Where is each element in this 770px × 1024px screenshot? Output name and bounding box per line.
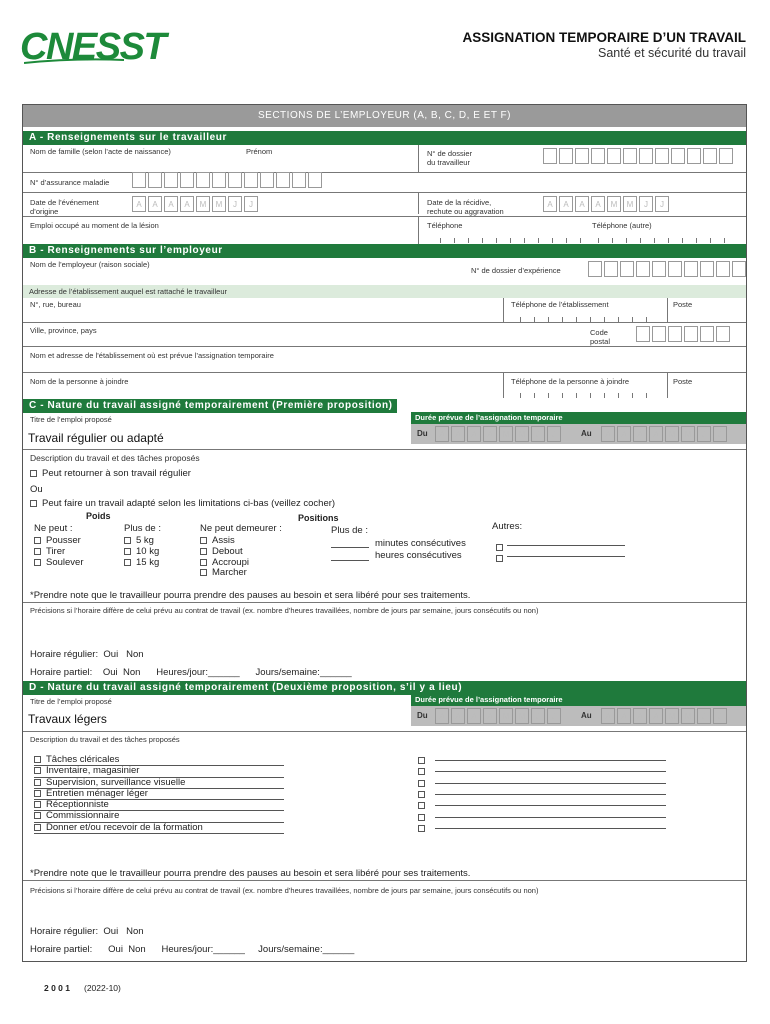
d-other-task[interactable]	[418, 755, 666, 766]
assurance-input[interactable]	[132, 172, 322, 188]
d-task-item[interactable]: Supervision, surveillance visuelle	[34, 778, 284, 789]
joindre-label: Nom de la personne à joindre	[30, 377, 129, 386]
document-subtitle: Santé et sécurité du travail	[598, 46, 746, 60]
poste-joindre-label: Poste	[673, 377, 693, 386]
d-precisions-label: Précisions si l’horaire diffère de celui prévu au contrat de travail (ex. nombre d’heures travaillées, nombre de jours par semaine, jours consécutifs ou non)	[30, 886, 539, 895]
c-minutes-input[interactable]	[331, 547, 369, 548]
c-duree-block	[411, 412, 746, 444]
dossier-travailleur-input[interactable]	[543, 148, 733, 164]
section-b-title: B - Renseignements sur l’employeur	[23, 244, 746, 258]
c-ou-label: Ou	[30, 484, 43, 495]
tel-joindre-input[interactable]	[520, 393, 660, 398]
c-tirer-option[interactable]: Tirer	[34, 546, 65, 557]
d-date-du-input[interactable]: A A A A M M J J	[435, 708, 561, 724]
d-other-task[interactable]	[418, 823, 666, 834]
c-positions-heading: Positions	[298, 513, 339, 523]
c-assis-option[interactable]: Assis	[200, 535, 235, 546]
d-other-task-list	[418, 755, 666, 834]
c-accroupi-option[interactable]: Accroupi	[200, 557, 249, 568]
rue-label: N°, rue, bureau	[30, 300, 81, 309]
c-titre-emploi-label: Titre de l’emploi proposé	[30, 415, 112, 424]
recidive-label-2: rechute ou aggravation	[427, 207, 504, 216]
tel-joindre-label: Téléphone de la personne à joindre	[511, 377, 630, 386]
d-du-label: Du	[417, 711, 428, 720]
recidive-label-1: Date de la récidive,	[427, 198, 492, 207]
c-autres-label: Autres:	[492, 521, 523, 532]
d-horaire-regulier[interactable]: Horaire régulier: Oui Non	[30, 926, 144, 937]
d-titre-emploi-value[interactable]: Travaux légers	[28, 712, 107, 726]
employeur-nom-label: Nom de l’employeur (raison sociale)	[30, 260, 150, 269]
d-task-item[interactable]: Inventaire, magasinier	[34, 766, 284, 777]
c-retour-checkbox[interactable]	[30, 470, 37, 477]
d-duree-label: Durée prévue de l’assignation temporaire	[411, 694, 746, 706]
d-horaire-partiel[interactable]: Horaire partiel: Oui Non Heures/jour:______ Jours/semaine:______	[30, 944, 355, 955]
date-evenement-input[interactable]: A A A A M M J J	[132, 196, 258, 212]
form-code: 2 0 0 1	[44, 983, 70, 993]
c-15kg-option[interactable]: 15 kg	[124, 557, 159, 568]
c-option-adapte[interactable]: Peut faire un travail adapté selon les limitations ci-bas (veillez cocher)	[30, 498, 335, 509]
telephone-input[interactable]	[440, 238, 594, 243]
d-date-au-input[interactable]: A A A A M M J J	[601, 708, 727, 724]
telephone-label: Téléphone	[427, 221, 463, 230]
d-task-item[interactable]: Tâches cléricales	[34, 755, 284, 766]
d-other-task[interactable]	[418, 811, 666, 822]
c-autres-1-input[interactable]	[507, 545, 625, 546]
section-c-title: C - Nature du travail assigné temporairement (Première proposition)	[23, 399, 397, 413]
adresse-band: Adresse de l’établissement auquel est rattaché le travailleur	[23, 285, 746, 298]
section-d-title: D - Nature du travail assigné temporairement (Deuxième proposition, s’il y a lieu)	[23, 681, 746, 695]
d-duree-block	[411, 694, 746, 726]
c-10kg-option[interactable]: 10 kg	[124, 546, 159, 557]
telephone-autre-input[interactable]	[598, 238, 738, 243]
nom-label: Nom de famille (selon l’acte de naissance)	[30, 147, 171, 156]
c-au-label: Au	[581, 429, 592, 438]
c-ne-peut-demeurer-label: Ne peut demeurer :	[200, 523, 282, 534]
dossier-experience-label: N° de dossier d’expérience	[471, 266, 561, 275]
section-a-title: A - Renseignements sur le travailleur	[23, 131, 746, 145]
c-plus-de2-label: Plus de :	[331, 525, 368, 536]
evenement-label-2: d’origine	[30, 207, 59, 216]
d-titre-emploi-label: Titre de l’emploi proposé	[30, 697, 112, 706]
c-autres-2[interactable]	[496, 550, 508, 568]
code-postal-label-1: Code	[590, 328, 608, 337]
prenom-label: Prénom	[246, 147, 273, 156]
c-description-label: Description du travail et des tâches proposés	[30, 453, 200, 463]
c-soulever-option[interactable]: Soulever	[34, 557, 84, 568]
logo-swoosh-icon	[24, 58, 124, 64]
sections-title: SECTIONS DE L’EMPLOYEUR (A, B, C, D, E ET F)	[23, 105, 746, 127]
cnesst-logo: CNESST	[20, 26, 166, 68]
code-postal-input[interactable]	[636, 326, 730, 342]
form-date: (2022-10)	[84, 983, 121, 993]
c-ne-peut-label: Ne peut :	[34, 523, 73, 534]
tel-etab-label: Téléphone de l’établissement	[511, 300, 609, 309]
c-plus-de-label: Plus de :	[124, 523, 161, 534]
c-horaire-regulier[interactable]: Horaire régulier: Oui Non	[30, 649, 144, 660]
d-task-item[interactable]: Donner et/ou recevoir de la formation	[34, 823, 284, 834]
d-description-label: Description du travail et des tâches proposés	[30, 735, 180, 744]
assurance-label: N° d’assurance maladie	[30, 178, 110, 187]
c-poids-heading: Poids	[86, 511, 111, 521]
evenement-label-1: Date de l’événement	[30, 198, 99, 207]
d-task-list	[34, 755, 284, 834]
c-titre-emploi-value[interactable]: Travail régulier ou adapté	[28, 431, 164, 445]
c-adapte-checkbox[interactable]	[30, 500, 37, 507]
c-marcher-option[interactable]: Marcher	[200, 567, 247, 578]
c-option-retour[interactable]: Peut retourner à son travail régulier	[30, 468, 191, 479]
d-task-item[interactable]: Réceptionniste	[34, 800, 284, 811]
emploi-label: Emploi occupé au moment de la lésion	[30, 221, 159, 230]
dossier-label-2: du travailleur	[427, 158, 470, 167]
nom-adresse-label: Nom et adresse de l’établissement où est prévue l’assignation temporaire	[30, 351, 274, 360]
c-date-du-input[interactable]: A A A A M M J J	[435, 426, 561, 442]
c-duree-label: Durée prévue de l’assignation temporaire	[411, 412, 746, 424]
d-au-label: Au	[581, 711, 592, 720]
d-note: *Prendre note que le travailleur pourra prendre des pauses au besoin et sera libéré pour ses traitements.	[30, 868, 471, 879]
c-du-label: Du	[417, 429, 428, 438]
d-other-task[interactable]	[418, 800, 666, 811]
c-heures-label: heures consécutives	[375, 550, 462, 561]
c-pousser-option[interactable]: Pousser	[34, 535, 81, 546]
c-note: *Prendre note que le travailleur pourra prendre des pauses au besoin et sera libéré pour ses traitements.	[30, 590, 471, 601]
c-debout-option[interactable]: Debout	[200, 546, 243, 557]
d-task-item[interactable]: Entretien ménager léger	[34, 789, 284, 800]
poste-label: Poste	[673, 300, 693, 309]
c-precisions-label: Précisions si l’horaire diffère de celui prévu au contrat de travail (ex. nombre d’heures travaillées, nombre de jours par semaine, jours consécutifs ou non)	[30, 606, 539, 615]
d-other-task[interactable]	[418, 789, 666, 800]
dossier-experience-input[interactable]	[588, 261, 746, 277]
d-other-task[interactable]	[418, 778, 666, 789]
c-minutes-label: minutes consécutives	[375, 538, 466, 549]
d-task-item[interactable]: Commissionnaire	[34, 811, 284, 822]
d-other-task[interactable]	[418, 766, 666, 777]
dossier-label-1: N° de dossier	[427, 149, 473, 158]
ville-label: Ville, province, pays	[30, 326, 97, 335]
c-5kg-option[interactable]: 5 kg	[124, 535, 154, 546]
c-date-au-input[interactable]: A A A A M M J J	[601, 426, 727, 442]
document-title: ASSIGNATION TEMPORAIRE D’UN TRAVAIL	[462, 30, 746, 45]
c-autres-2-input[interactable]	[507, 556, 625, 557]
telephone-autre-label: Téléphone (autre)	[592, 221, 652, 230]
date-recidive-input[interactable]: A A A A M M J J	[543, 196, 669, 212]
c-heures-input[interactable]	[331, 560, 369, 561]
code-postal-label-2: postal	[590, 337, 611, 346]
c-horaire-partiel[interactable]: Horaire partiel: Oui Non Heures/jour:______ Jours/semaine:______	[30, 667, 352, 678]
